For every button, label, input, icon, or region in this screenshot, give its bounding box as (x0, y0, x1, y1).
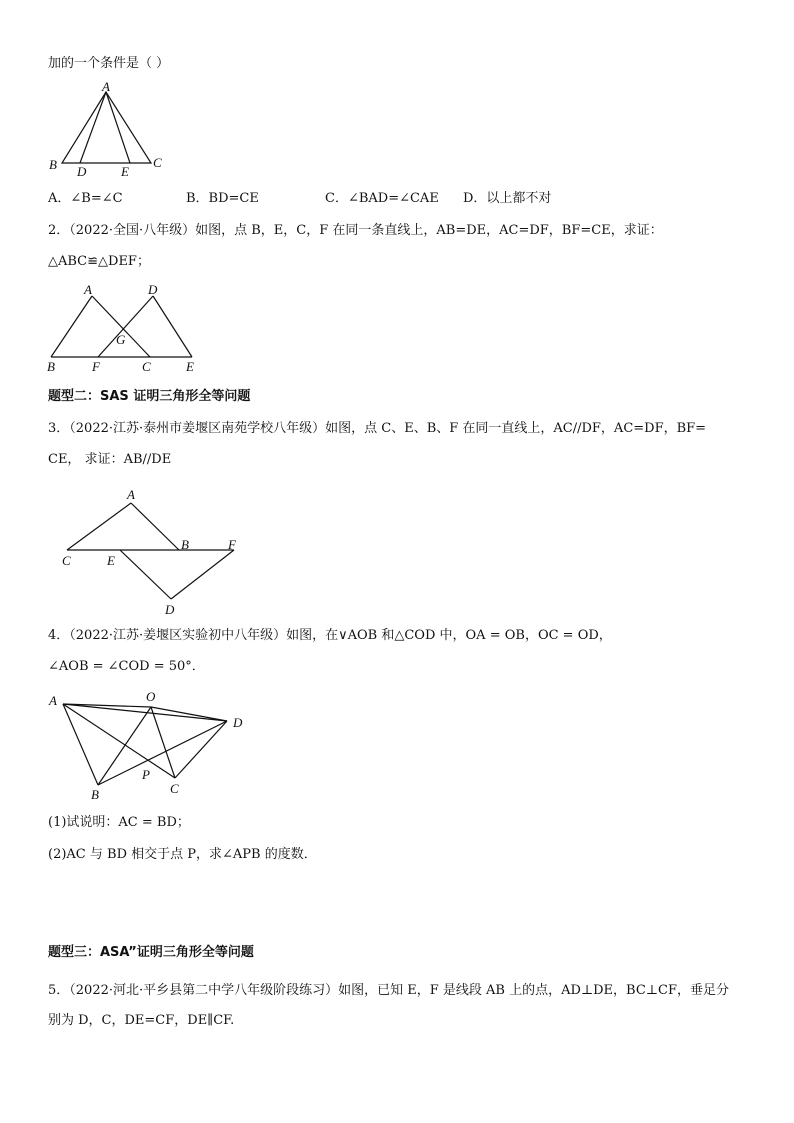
q4-label-c: C (170, 781, 179, 796)
q3-segment-ed (120, 550, 171, 599)
q1-triangle-abc (62, 92, 151, 163)
q4-figure (46, 685, 256, 805)
q3-label-b: B (181, 537, 189, 552)
q1-label-d: D (77, 164, 87, 179)
q3-segment-ca (67, 503, 131, 550)
q4-label-p: P (142, 767, 150, 782)
q2-label-d: D (148, 282, 158, 297)
q1-label-e: E (121, 164, 129, 179)
section2-title: 题型二：SAS 证明三角形全等问题 (48, 389, 251, 404)
section3-title: 题型三：ASA”证明三角形全等问题 (48, 945, 254, 960)
q1-options (48, 190, 551, 208)
q2-segment-ab (51, 296, 92, 357)
q2-label-b: B (47, 359, 55, 374)
q4-segment-bd (98, 721, 227, 785)
q1-label-c: C (153, 155, 162, 170)
q1-option-d[interactable]: D．以上都不对 (463, 191, 552, 206)
q1-stem-tail: 加的一个条件是（ ） (48, 56, 170, 71)
q4-label-b: B (91, 787, 99, 802)
q2-segment-df (98, 296, 153, 357)
q3-label-c: C (62, 553, 71, 568)
q2-label-f: F (92, 359, 100, 374)
q1-label-a: A (102, 80, 110, 94)
q3-segment-df (171, 550, 234, 599)
q3-figure (56, 485, 251, 620)
q4-sub-question-2: (2)AC 与 BD 相交于点 P，求∠APB 的度数． (48, 847, 317, 862)
q5-stem-line1: 5．（2022·河北·平乡县第二中学八年级阶段练习）如图，已知 E，F 是线段 AB 上的点，AD⊥DE，BC⊥CF，垂足分 (48, 983, 729, 998)
q4-stem-line2: ∠AOB = ∠COD = 50°． (48, 659, 205, 674)
q4-sub-question-1: (1)试说明：AC = BD； (48, 815, 190, 830)
q3-segment-ab (131, 503, 179, 550)
q5-stem-line2: 别为 D，C，DE=CF，DE∥CF. (48, 1013, 235, 1028)
q4-label-o: O (146, 689, 156, 704)
q2-label-g: G (116, 332, 126, 347)
q2-stem-line2: △ABC≌△DEF； (48, 254, 150, 269)
q2-label-a: A (84, 282, 92, 297)
q3-stem-line2: CE， 求证：AB//DE (48, 452, 172, 467)
q3-label-d: D (165, 602, 175, 617)
q1-label-b: B (49, 157, 57, 172)
q1-option-c[interactable]: C．∠BAD=∠CAE (325, 191, 439, 206)
q4-stem-line1: 4．（2022·江苏·姜堰区实验初中八年级）如图，在∨AOB 和△COD 中，OA = OB，OC = OD， (48, 628, 612, 643)
q2-segment-ac (92, 296, 150, 357)
q1-option-b[interactable]: B．BD=CE (186, 191, 259, 206)
q3-label-e: E (107, 553, 115, 568)
q4-label-d: D (233, 715, 243, 730)
q4-segment-oc (151, 707, 175, 778)
q2-stem-line1: 2．（2022·全国·八年级）如图，点 B，E，C，F 在同一条直线上，AB=DE，AC=DF，BF=CE，求证： (48, 223, 663, 238)
q1-figure (44, 80, 174, 180)
q1-option-a[interactable]: A．∠B=∠C (48, 191, 123, 206)
q4-label-a: A (49, 693, 57, 708)
q1-segment-ae (106, 92, 130, 163)
q4-segment-cd (175, 721, 227, 778)
q4-segment-ac (63, 704, 175, 778)
q3-label-a: A (127, 487, 135, 502)
q2-label-c: C (142, 359, 151, 374)
q3-label-f: F (228, 537, 236, 552)
q2-segment-de (153, 296, 192, 357)
q3-stem-line1: 3．（2022·江苏·泰州市姜堰区南苑学校八年级）如图，点 C、E、B、F 在同一直线上，AC//DF，AC=DF，BF= (48, 421, 707, 436)
q2-figure (44, 282, 204, 377)
q2-label-e: E (186, 359, 194, 374)
